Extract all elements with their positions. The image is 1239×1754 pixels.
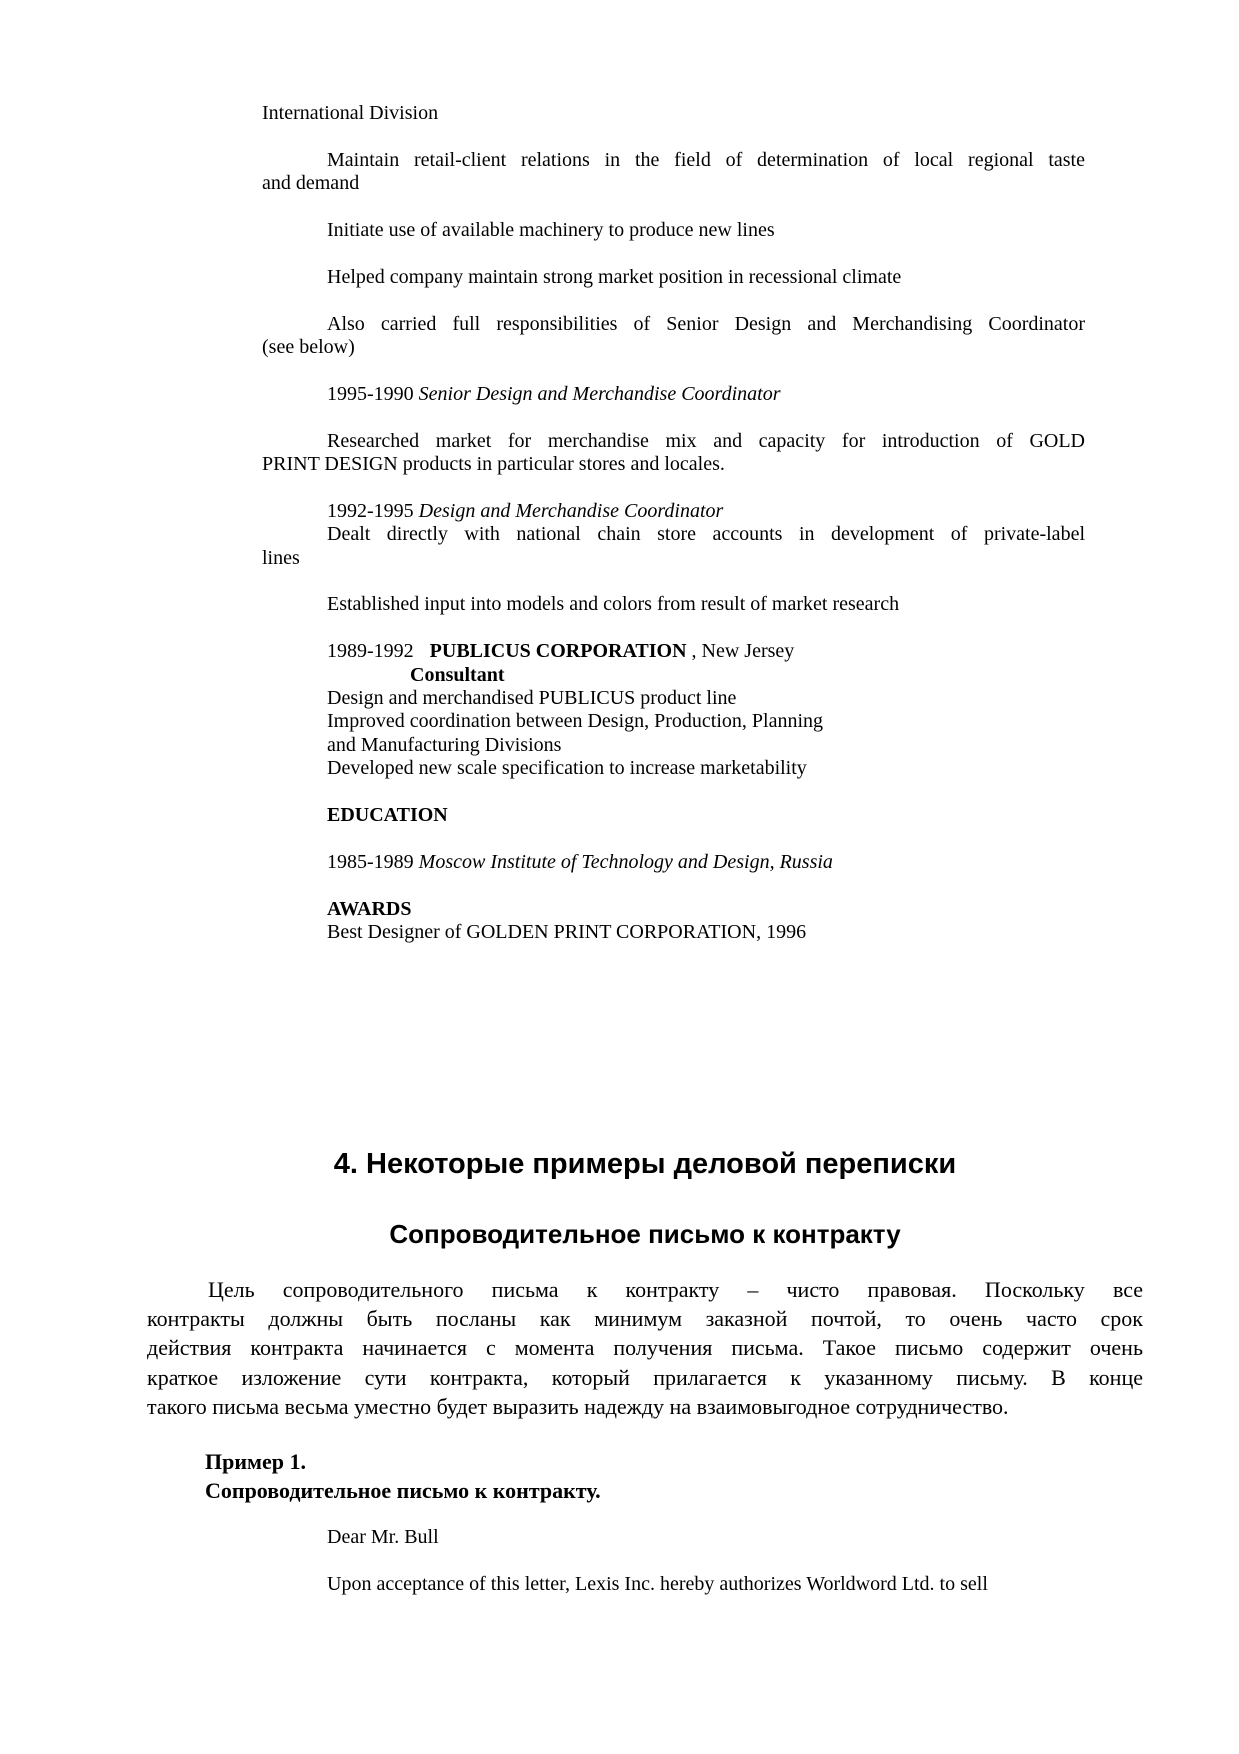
letter-body-line1: Upon acceptance of this letter, Lexis Inc. hereby authorizes Worldword Ltd. to sell bbox=[327, 1572, 988, 1595]
job2-title: Design and Merchandise Coordinator bbox=[418, 499, 724, 522]
resume-bullet1-line1: Maintain retail-client relations in the field of determination of local regional taste bbox=[327, 148, 1085, 171]
resume-job2-heading bbox=[262, 500, 1085, 523]
section-paragraph-line1: Цель сопроводительного письма к контракту – чисто правовая. Поскольку все bbox=[208, 1277, 1143, 1302]
education-school: Moscow Institute of Technology and Design, Russia bbox=[418, 850, 833, 873]
resume-job3-desc-line1: Design and merchandised PUBLICUS product line bbox=[327, 686, 737, 709]
resume-job2-desc-line1: Dealt directly with national chain store accounts in development of private-label bbox=[327, 523, 1085, 546]
resume-job3-heading bbox=[262, 640, 1085, 663]
job1-title: Senior Design and Merchandise Coordinator bbox=[418, 382, 781, 405]
section-paragraph-line3: действия контракта начинается с момента получения письма. Такое письмо содержит очень bbox=[147, 1335, 1143, 1361]
section-heading: 4. Некоторые примеры деловой переписки bbox=[333, 1148, 957, 1180]
resume-job3-role: Consultant bbox=[410, 663, 505, 686]
resume-bullet2: Initiate use of available machinery to produce new lines bbox=[327, 218, 775, 241]
resume-job1-desc-line1: Researched market for merchandise mix and capacity for introduction of GOLD bbox=[327, 429, 1085, 452]
resume-job2-desc-line2: lines bbox=[262, 546, 300, 569]
section-paragraph-line4: краткое изложение сути контракта, который прилагается к указанному письму. В конце bbox=[147, 1364, 1143, 1390]
resume-job3-desc-line4: Developed new scale specification to increase marketability bbox=[327, 757, 807, 780]
job3-company: PUBLICUS CORPORATION bbox=[429, 640, 687, 663]
resume-job2-desc2: Established input into models and colors from result of market research bbox=[327, 593, 900, 616]
section-paragraph bbox=[147, 1275, 1143, 1421]
resume-education-entry bbox=[262, 851, 1085, 874]
education-dates: 1985-1989 bbox=[327, 850, 419, 873]
example-label: Пример 1. bbox=[205, 1449, 307, 1474]
job2-dates: 1992-1995 bbox=[327, 499, 419, 522]
resume-division-title: International Division bbox=[262, 102, 439, 124]
job1-dates: 1995-1990 bbox=[327, 382, 419, 405]
example-title: Сопроводительное письмо к контракту. bbox=[205, 1478, 601, 1504]
job3-dates: 1989-1992 bbox=[327, 640, 414, 663]
example-block bbox=[205, 1447, 601, 1505]
letter-salutation: Dear Mr. Bull bbox=[327, 1526, 439, 1548]
resume-bullet4-line1: Also carried full responsibilities of Senior Design and Merchandising Coordinator bbox=[327, 312, 1085, 335]
job3-location: , New Jersey bbox=[686, 640, 795, 663]
letter-block bbox=[262, 1526, 1085, 1596]
resume-job3-desc-line3: and Manufacturing Divisions bbox=[327, 733, 562, 756]
resume-awards-heading: AWARDS bbox=[327, 897, 412, 920]
section-paragraph-line2: контракты должны быть посланы как минимум заказной почтой, то очень часто срок bbox=[147, 1306, 1143, 1332]
resume-bullet1-line2: and demand bbox=[262, 172, 360, 195]
resume-bullet3: Helped company maintain strong market position in recessional climate bbox=[327, 265, 902, 288]
resume-education-heading: EDUCATION bbox=[327, 803, 448, 826]
section-paragraph-line5: такого письма весьма уместно будет выразить надежду на взаимовыгодное сотрудничество. bbox=[147, 1393, 1009, 1419]
resume-job1-heading bbox=[262, 383, 1085, 406]
resume-job1-desc-line2: PRINT DESIGN products in particular stores and locales. bbox=[262, 452, 725, 475]
resume-job3-desc-line2: Improved coordination between Design, Production, Planning bbox=[327, 710, 824, 733]
resume-section bbox=[262, 102, 1085, 944]
resume-award-entry: Best Designer of GOLDEN PRINT CORPORATION, 1996 bbox=[327, 920, 807, 943]
section-subheading: Сопроводительное письмо к контракту bbox=[389, 1219, 901, 1249]
resume-bullet4-line2: (see below) bbox=[262, 335, 355, 358]
